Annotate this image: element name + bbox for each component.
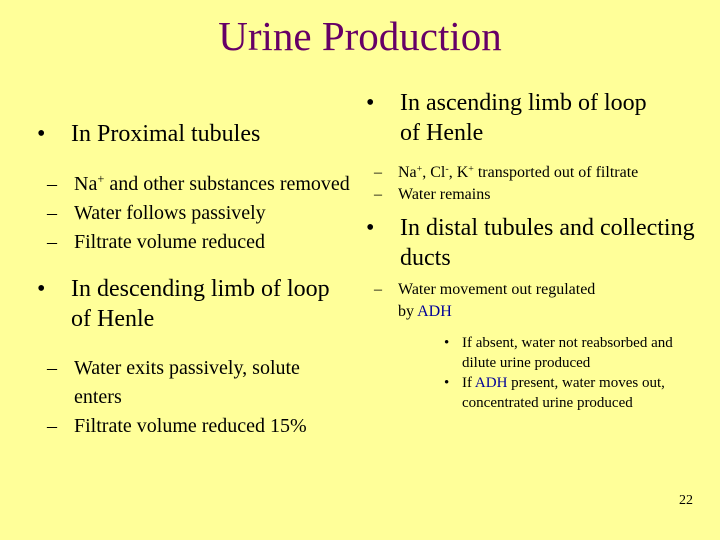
sub-bullet-ions-transported bbox=[366, 162, 683, 184]
bullet-dash: – bbox=[47, 231, 57, 253]
bullet-dash: – bbox=[374, 186, 382, 203]
superscript-plus: + bbox=[97, 172, 105, 187]
text-water-follows: Water follows passively bbox=[74, 202, 266, 224]
bullet-dash: – bbox=[47, 173, 57, 195]
sub-sub-bullet-if-absent bbox=[434, 333, 692, 373]
bullet-dash: – bbox=[47, 202, 57, 224]
sub-bullet-water-exits bbox=[37, 354, 314, 412]
text-water-remains: Water remains bbox=[398, 186, 491, 203]
text-present-water-moves: present, water moves out, concentrated urine produced bbox=[462, 375, 665, 411]
text-k: , K bbox=[448, 164, 469, 181]
bullet-dot: • bbox=[444, 375, 450, 391]
sub-bullet-water-remains bbox=[366, 184, 696, 206]
bullet-dot: • bbox=[37, 121, 46, 147]
bullet-dot: • bbox=[366, 90, 375, 116]
heading-descending: In descending limb of loop of Henle bbox=[71, 276, 330, 332]
text-filtrate-15: Filtrate volume reduced 15% bbox=[74, 415, 307, 437]
bullet-descending-limb bbox=[37, 274, 351, 334]
sub-bullet-filtrate-reduced bbox=[37, 228, 367, 257]
superscript-plus: + bbox=[468, 163, 474, 175]
bullet-dot: • bbox=[366, 215, 375, 241]
heading-proximal: In Proximal tubules bbox=[71, 121, 261, 147]
right-column bbox=[366, 88, 696, 413]
text-na: Na bbox=[74, 173, 98, 195]
text-water-exits: Water exits passively, solute enters bbox=[74, 357, 300, 408]
superscript-minus: - bbox=[445, 163, 449, 175]
heading-distal: In distal tubules and collecting ducts bbox=[400, 215, 695, 271]
superscript-plus: + bbox=[416, 163, 423, 175]
tertiary-list bbox=[366, 333, 696, 413]
bullet-dash: – bbox=[47, 357, 57, 379]
text-filtrate-reduced: Filtrate volume reduced bbox=[74, 231, 266, 253]
bullet-proximal-tubules bbox=[37, 119, 367, 149]
bullet-dot: • bbox=[444, 335, 450, 351]
left-column bbox=[37, 119, 367, 441]
sub-bullet-water-follows bbox=[37, 199, 367, 228]
bullet-dot: • bbox=[37, 276, 46, 302]
text-adh: ADH bbox=[417, 303, 452, 320]
bullet-ascending-limb bbox=[366, 88, 670, 148]
text-and-other-substances: and other substances removed bbox=[104, 173, 350, 195]
text-water-movement: Water movement out regulated by bbox=[398, 281, 596, 320]
sub-bullet-water-movement bbox=[366, 279, 608, 323]
sub-sub-bullet-if-adh-present bbox=[434, 373, 712, 413]
slide-title: Urine Production bbox=[218, 13, 502, 59]
text-if-absent: If absent, water not reabsorbed and dilute urine produced bbox=[462, 335, 673, 371]
sub-bullet-filtrate-reduced-15 bbox=[37, 412, 344, 441]
text-cl: , Cl bbox=[422, 164, 446, 181]
bullet-dash: – bbox=[374, 164, 382, 181]
bullet-distal-tubules bbox=[366, 213, 700, 273]
text-transported-out: transported out of filtrate bbox=[473, 164, 639, 181]
sub-bullet-na-removed bbox=[37, 170, 367, 199]
bullet-dash: – bbox=[47, 415, 57, 437]
text-adh: ADH bbox=[474, 375, 508, 391]
heading-ascending: In ascending limb of loop of Henle bbox=[400, 90, 647, 146]
text-if: If bbox=[462, 375, 475, 391]
bullet-dash: – bbox=[374, 281, 382, 298]
page-number: 22 bbox=[679, 493, 693, 508]
text-na: Na bbox=[398, 164, 417, 181]
